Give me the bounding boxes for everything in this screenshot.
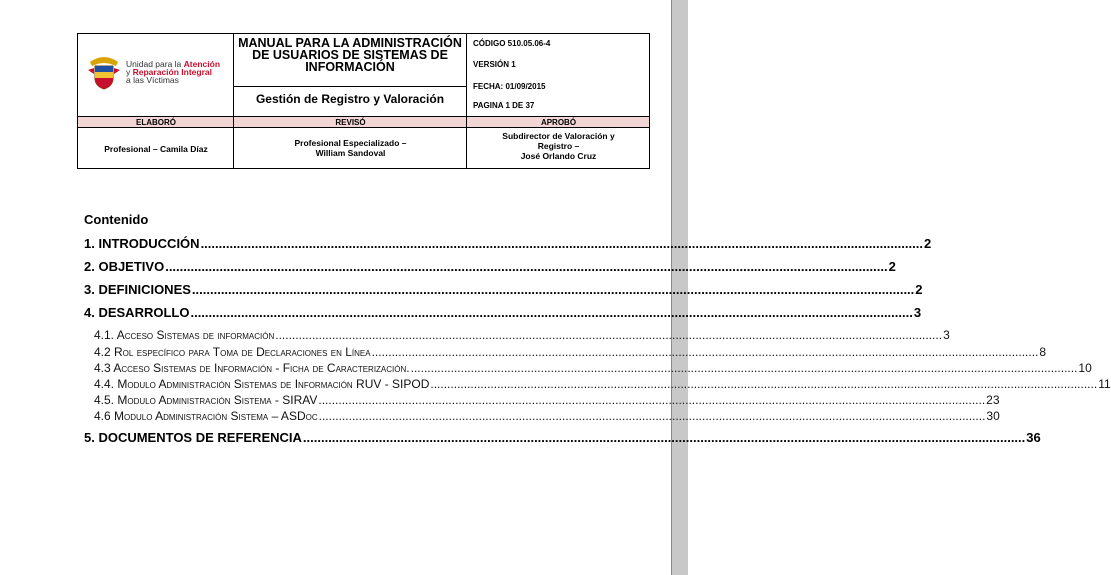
signers-row [78, 128, 649, 168]
document-version: VERSIÓN 1 [473, 60, 516, 69]
toc-entry-title: 5. DOCUMENTOS DE REFERENCIA [84, 430, 302, 445]
toc-entry-title: 4. DESARROLLO [84, 305, 190, 320]
toc-entry[interactable] [84, 236, 932, 251]
toc-heading: Contenido [84, 212, 149, 227]
toc-entry-page: 2 [923, 236, 932, 251]
document-code: CÓDIGO 510.05.06-4 [473, 39, 551, 48]
signer-aprobo-line3: José Orlando Cruz [520, 151, 597, 161]
signer-aprobo-line1: Subdirector de Valoración y [502, 131, 615, 141]
toc-dot-leader: ........................................................................................................................................................................................................ [165, 259, 888, 274]
toc-entry-page: 11 [1098, 377, 1111, 391]
toc-entry-page: 2 [888, 259, 896, 274]
toc-entry[interactable] [84, 259, 896, 274]
approval-roles-row [78, 116, 649, 128]
toc-entry[interactable] [84, 305, 922, 320]
toc-entry-title: 4.2 Rol específico para Toma de Declaraciones en Línea [94, 345, 371, 359]
logo-wordmark [126, 60, 220, 84]
role-aprobo: APROBÓ [540, 118, 577, 127]
logo-line1-prefix: Unidad para la [126, 59, 184, 69]
role-elaboro: ELABORÓ [136, 118, 176, 127]
toc-entry-page: 3 [913, 305, 922, 320]
toc-entry-page: 36 [1026, 430, 1041, 445]
toc-entry[interactable] [84, 282, 923, 297]
toc-entry-title: 1. INTRODUCCIÓN [84, 236, 200, 251]
logo-line2-prefix: y [126, 67, 133, 77]
signer-reviso-line1: Profesional Especializado – [294, 138, 407, 148]
toc-dot-leader: ........................................................................................................................................................................................................ [430, 377, 1098, 391]
signer-reviso [234, 138, 467, 158]
toc-entry[interactable] [94, 345, 1047, 359]
document-info-cell [467, 34, 650, 116]
toc-entry-page: 3 [943, 328, 950, 342]
toc-dot-leader: ........................................................................................................................................................................................................ [318, 409, 986, 423]
logo-line1-accent: Atención [183, 59, 221, 69]
toc-entry-page: 8 [1039, 345, 1047, 359]
toc-entry[interactable] [94, 409, 1000, 423]
toc-entry-title: 3. DEFINICIONES [84, 282, 191, 297]
toc-dot-leader: ........................................................................................................................................................................................................ [200, 236, 923, 251]
toc-entry-page: 10 [1078, 361, 1092, 375]
signer-elaboro: Profesional – Camila Díaz [104, 144, 208, 154]
coat-of-arms-icon [86, 52, 122, 92]
logo-cell [78, 34, 234, 116]
process-subtitle: Gestión de Registro y Valoración [255, 92, 445, 106]
signer-reviso-line2: William Sandoval [315, 148, 386, 158]
toc-entry[interactable] [94, 393, 1000, 407]
institution-logo [86, 52, 231, 97]
document-header-table [77, 33, 650, 169]
toc-dot-leader: ........................................................................................................................................................................................................ [275, 328, 943, 342]
toc-dot-leader: ........................................................................................................................................................................................................ [302, 430, 1026, 445]
title-cell [234, 34, 467, 116]
signer-aprobo [467, 131, 650, 161]
toc-entry[interactable] [84, 430, 1041, 445]
toc-entry-title: 4.5. Modulo Administración Sistema - SIRAV [94, 393, 318, 407]
title-divider [234, 86, 466, 87]
logo-line3: a las Víctimas [126, 75, 179, 85]
toc-entry-page: 30 [986, 409, 1000, 423]
toc-dot-leader: ........................................................................................................................................................................................................ [318, 393, 986, 407]
toc-entry[interactable] [94, 377, 1111, 391]
document-page: PAGINA 1 DE 37 [473, 101, 535, 110]
toc-entry-title: 4.4. Modulo Administración Sistemas de Información RUV - SIPOD [94, 377, 430, 391]
toc-entry[interactable] [94, 361, 1092, 375]
logo-line2-accent: Reparación Integral [132, 67, 212, 77]
toc-entry-title: 2. OBJETIVO [84, 259, 165, 274]
signer-aprobo-line2: Registro – [537, 141, 580, 151]
toc-entry-page: 2 [915, 282, 923, 297]
toc-entry-page: 23 [986, 393, 1000, 407]
toc-entry[interactable] [94, 328, 950, 342]
document-date: FECHA: 01/09/2015 [473, 82, 546, 91]
toc-entry-title: 4.3 Acceso Sistemas de Información - Ficha de Caracterización. [94, 361, 410, 375]
toc-dot-leader: ........................................................................................................................................................................................................ [190, 305, 913, 320]
role-reviso: REVISÓ [335, 118, 366, 127]
toc-entry-title: 4.6 Modulo Administración Sistema – ASDoc [94, 409, 318, 423]
toc-entry-title: 4.1. Acceso Sistemas de información [94, 328, 275, 342]
toc-dot-leader: ........................................................................................................................................................................................................ [371, 345, 1039, 359]
manual-title: MANUAL PARA LA ADMINISTRACIÓN DE USUARIOS DE SISTEMAS DE INFORMACIÓN [238, 36, 462, 74]
toc-dot-leader: ........................................................................................................................................................................................................ [410, 361, 1078, 375]
toc-dot-leader: ........................................................................................................................................................................................................ [191, 282, 915, 297]
